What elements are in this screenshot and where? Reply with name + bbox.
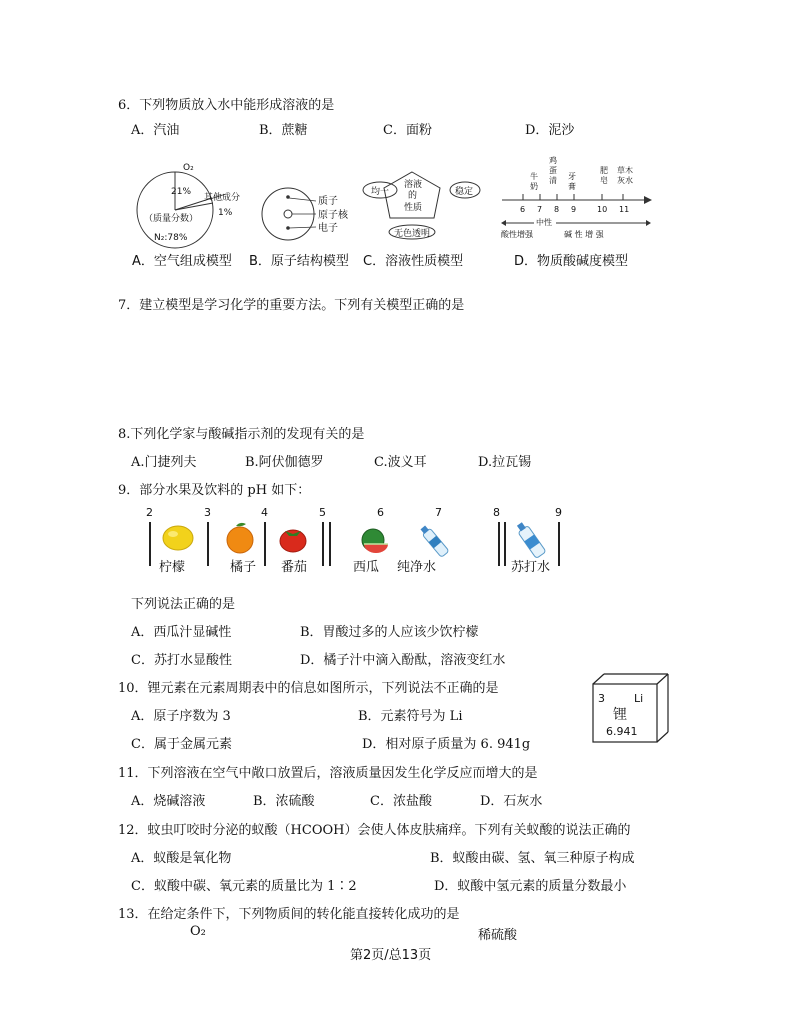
svg-text:牙: 牙	[568, 172, 576, 181]
svg-text:10: 10	[597, 205, 608, 214]
other-percent: 1%	[218, 208, 233, 218]
q11-option-a: A．烧碱溶液	[131, 794, 206, 809]
solution-property-model	[362, 166, 482, 246]
svg-text:性质: 性质	[404, 203, 423, 213]
q6-option-b: B．蔗糖	[259, 123, 308, 138]
q13-stem: 13．在给定条件下，下列物质间的转化能直接转化成功的是	[118, 907, 460, 922]
other-label: 其他成分	[204, 193, 241, 203]
tomato-label: 番茄	[281, 560, 308, 575]
element-symbol: Li	[634, 692, 644, 705]
o2-percent: 21%	[171, 187, 192, 197]
lemon-label: 柠檬	[159, 560, 186, 575]
svg-text:6: 6	[377, 506, 384, 519]
svg-text:溶液: 溶液	[404, 180, 423, 190]
uniform-label: 均一	[371, 187, 390, 197]
q8-option-d: D.拉瓦锡	[478, 455, 532, 470]
watermelon-icon	[362, 529, 388, 553]
svg-text:8: 8	[554, 205, 560, 214]
svg-text:奶: 奶	[530, 182, 538, 191]
svg-text:皂: 皂	[600, 176, 608, 185]
q9-option-a: A．西瓜汁显碱性	[131, 625, 232, 640]
q7-stem: 7．建立模型是学习化学的重要方法。下列有关模型正确的是	[118, 298, 465, 313]
q12-option-a: A．蚁酸是氧化物	[131, 851, 232, 866]
q13-arrow-label-acid: 稀硫酸	[478, 928, 518, 943]
atom-structure-model	[258, 182, 358, 244]
acid-label: 酸性增强	[501, 230, 533, 239]
q8-option-a: A.门捷列夫	[131, 455, 197, 470]
lemon-icon	[163, 526, 193, 550]
element-name: 锂	[613, 707, 627, 723]
svg-text:6: 6	[520, 205, 526, 214]
q13-arrow-label-o2: O₂	[190, 924, 206, 939]
pure-water-label: 纯净水	[397, 560, 437, 575]
electron-label: 电子	[318, 223, 338, 234]
orange-icon	[227, 523, 253, 553]
soda-water-icon	[514, 521, 546, 559]
svg-text:11: 11	[619, 205, 630, 214]
q12-option-d: D．蚁酸中氢元素的质量分数最小	[434, 879, 627, 894]
n2-label: N₂:78%	[154, 233, 188, 243]
q6-option-c: C．面粉	[383, 123, 432, 138]
atomic-number: 3	[598, 692, 605, 705]
watermelon-label: 西瓜	[353, 560, 380, 575]
svg-text:牛: 牛	[530, 172, 538, 181]
q11-option-b: B．浓硫酸	[253, 794, 315, 809]
q9-option-d: D．橘子汁中滴入酚酞，溶液变红水	[300, 653, 506, 668]
svg-text:9: 9	[571, 205, 577, 214]
q8-option-c: C.波义耳	[374, 455, 427, 470]
q6-option-d: D．泥沙	[525, 123, 575, 138]
q11-option-d: D．石灰水	[480, 794, 543, 809]
svg-text:肥: 肥	[600, 166, 608, 175]
page-footer: 第2页/总13页	[350, 948, 432, 963]
clear-label: 无色透明	[394, 229, 431, 239]
svg-text:清: 清	[549, 176, 557, 185]
svg-text:8: 8	[493, 506, 500, 519]
caption-d: D．物质酸碱度模型	[514, 254, 629, 269]
svg-text:膏: 膏	[568, 182, 576, 191]
svg-text:4: 4	[261, 506, 268, 519]
o2-label: O₂	[183, 163, 194, 173]
water-bottle-icon	[419, 524, 449, 557]
proton-label: 质子	[318, 196, 338, 207]
atomic-mass: 6.941	[606, 725, 638, 738]
nucleus-label: 原子核	[318, 210, 348, 221]
q9-sub: 下列说法正确的是	[131, 597, 236, 612]
mass-fraction-label: （质量分数）	[144, 214, 199, 224]
caption-c: C．溶液性质模型	[363, 254, 464, 269]
svg-text:鸡: 鸡	[549, 156, 557, 165]
q10-option-c: C．属于金属元素	[131, 737, 232, 752]
stable-label: 稳定	[455, 187, 474, 197]
tomato-icon	[280, 530, 306, 552]
svg-text:9: 9	[555, 506, 562, 519]
neutral-label: 中性	[536, 218, 552, 227]
svg-text:草木: 草木	[617, 166, 633, 175]
q12-option-c: C．蚁酸中碳、氧元素的质量比为 1∶2	[131, 879, 357, 894]
q6-option-a: A．汽油	[131, 123, 180, 138]
svg-text:3: 3	[204, 506, 211, 519]
base-label: 碱 性 增 强	[564, 230, 604, 239]
svg-text:7: 7	[435, 506, 442, 519]
svg-text:7: 7	[537, 205, 543, 214]
svg-text:5: 5	[319, 506, 326, 519]
q11-stem: 11．下列溶液在空气中敞口放置后，溶液质量因发生化学反应而增大的是	[118, 766, 538, 781]
q11-option-c: C．浓盐酸	[370, 794, 432, 809]
soda-water-label: 苏打水	[511, 560, 551, 575]
q6-stem: 6．下列物质放入水中能形成溶液的是	[118, 98, 335, 113]
svg-text:灰水: 灰水	[617, 176, 633, 185]
q10-stem: 10．锂元素在元素周期表中的信息如图所示，下列说法不正确的是	[118, 681, 499, 696]
q9-stem: 9．部分水果及饮料的 pH 如下：	[118, 483, 311, 498]
q8-option-b: B.阿伏伽德罗	[245, 455, 324, 470]
lithium-element-card	[590, 672, 674, 746]
q9-option-b: B．胃酸过多的人应该少饮柠檬	[300, 625, 479, 640]
q10-option-b: B．元素符号为 Li	[358, 709, 463, 724]
q12-option-b: B．蚁酸由碳、氢、氧三种原子构成	[430, 851, 635, 866]
caption-a: A．空气组成模型	[132, 254, 232, 269]
svg-text:的: 的	[408, 191, 418, 201]
q9-option-c: C．苏打水显酸性	[131, 653, 232, 668]
acid-base-model	[500, 154, 660, 242]
svg-text:蛋: 蛋	[549, 166, 557, 175]
q8-stem: 8.下列化学家与酸碱指示剂的发现有关的是	[118, 427, 365, 442]
q10-option-d: D．相对原子质量为 6. 941g	[362, 737, 531, 752]
q12-stem: 12．蚊虫叮咬时分泌的蚁酸（HCOOH）会使人体皮肤痛痒。下列有关蚁酸的说法正确的	[118, 823, 631, 838]
orange-label: 橘子	[230, 560, 257, 575]
q10-option-a: A．原子序数为 3	[131, 709, 231, 724]
caption-b: B．原子结构模型	[249, 254, 349, 269]
svg-text:2: 2	[146, 506, 153, 519]
